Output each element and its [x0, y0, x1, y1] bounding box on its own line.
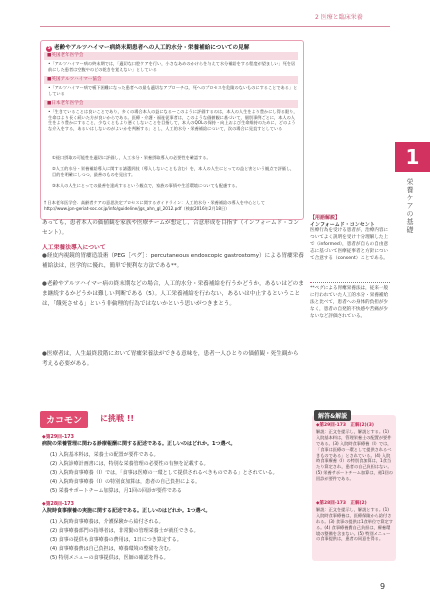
- section-label: ■英国アルツハイマー協会: [44, 76, 298, 84]
- question-text: 病院の栄養管理に関わる診療報酬に関する記述である。正しいのはどれか。1つ選べ。: [42, 441, 236, 447]
- bullet-icon: ●: [42, 351, 47, 357]
- question-option: (4) 食事療養費は自己負担は，療養環境の整備を含む。: [50, 546, 174, 552]
- topic-title: [46, 43, 301, 52]
- question-option: (2) 入院診療計画書には，特別な栄養管理の必要性の有無を記載する。: [50, 461, 209, 467]
- header-rule: [40, 26, 390, 27]
- bullet-icon: ●: [42, 281, 47, 287]
- question-option: (5) 栄養サポートチーム加算は，月1回の回診が要件である: [50, 488, 182, 494]
- bullet-icon: ●: [42, 253, 47, 259]
- question-head: ◆第29回-173: [42, 435, 74, 440]
- answer-text: 解説：正文を提示し，解説とする。(1) 入院基本料は，管理栄養士の配置が要件である。(3) 入院時食事療養（Ⅰ）では，「食事は医療の一環として提供されるべきものである」とされている。(4) 入院時食事療養（Ⅰ）の特別食加算は，1食当たり算定され，患者の自己負担はない。(5) 栄養サポートチーム加算は，週1回の回診が要件である。: [316, 429, 393, 481]
- answer-head: ◆第28回-173 正解(2): [316, 501, 367, 506]
- glossary-label: 【用語解説】: [310, 215, 341, 221]
- section-text: •「アルツハイマー病で嚥下困難になった患者への最も適切なアプローチは，死へのプロセスを危険のないものにすることである」としている: [48, 85, 298, 96]
- question-option: (3) 入院時食事療養（Ⅰ）では，「食事は医療の一環として提供されるべきものである」とされている。: [50, 470, 278, 476]
- glossary-term: インフォームド・コンセント: [310, 222, 375, 228]
- answer-text: 解説：正文を提示し，解説とする。(1) 入院時食事療養は，医療保険から給付される。(3) 食事の提供は1食単位で算定する。(4) 食事療養費自己負担は，療養環境の整備を含まない。(5) 特別メニューの食事提供は，患者の同意を得る。: [316, 507, 393, 542]
- chapter-title: 栄養ケアの基礎: [406, 178, 414, 234]
- criteria-item: ①経口摂取の可能性を適切に評価し，人工水分・栄養摂取導入の必要性を確認する。: [52, 155, 211, 160]
- bullet-paragraph: [42, 350, 304, 370]
- question-option: (1) 入院基本料は，栄養士の配置が要件である。: [50, 452, 159, 458]
- bullet-paragraph: [42, 252, 304, 272]
- glossary-note: **ペグによる胃瘻栄養法は，従来一般に行われていた人工的水分・栄養補給法と比べて，患者への身体的負担が少なく，患者の自発的不快感や苦痛が少ないなど評価されている。: [310, 286, 389, 319]
- chapter-tab: 1: [395, 142, 430, 172]
- bullet-text: 老齢やアルツハイマー病の終末期などの場合，人工的水分・栄養補給を行うかどうか，あるいはどのまま継続するかどうかは難しい判断である（5）。人工栄養補給を行わない，あるいは中止するということは，「餓死させる」という非倫理的行為ではないかという思いがつきまとう。: [42, 281, 304, 307]
- criteria-item: ②人工的水分・栄養補給導入に関する諸選択肢（導入しないことも含む）を，本人の人生にとっての益と害という観点で評価し，目的を明確にしつつ，最善のものを見出す。: [52, 166, 295, 177]
- question-head: ◆第28回-173: [42, 502, 74, 507]
- section-text: •「生きていることは良いことであり，多くの場合本人の益になる—このように評価するのは，本人の人生をより豊かにし得る限り，生命はより長く続いた方が良いからである。医療・介護・福祉従事者は，このような価値観に基づいて，個別事例ごとに，本人の人生をより豊かにすること，少なくともより悪くしないことを目指して，本人のQOLの保持・向上および生命維持のために，どのような介入をする，あるいはしないのがよいかを判断する」とし，人工的水分・栄養補給について，次の場合に見直すとしている: [48, 109, 298, 132]
- topic-title-text: 老齢やアルツハイマー病終末期患者への人工的水分・栄養補給についての見解: [54, 45, 250, 51]
- topic-badge: 5: [47, 45, 51, 51]
- sub-heading: 人工栄養法導入について: [42, 245, 106, 251]
- bullet-text: 経皮内視鏡的胃瘻造設術（PEG［ペグ］：percutaneous endoscopic gastrostomy）による胃瘻栄養補給法は，医学的に優れ，簡単で便利な方法である**。: [42, 253, 304, 269]
- footnote: † 日本老年医学会．高齢者ケアの意思決定プロセスに関するガイドライン：人工的水分・栄養補給の導入を中心として http://www.jpn-geriat-soc.or.jp/info/guideline/jgs_ahn_gl_2012.pdf（検索2016年2月18日）: [44, 200, 265, 211]
- glossary: [310, 214, 392, 262]
- section-text: •「アルツハイマー病の終末期では，「適切な口腔ケアを行い，小さなあめのかけらを与えて水分補給をする程度が望ましい」死を居前にした患者は空腹やのどの乾きを覚えない」としている: [48, 61, 296, 72]
- body-paragraph: あっても，患者本人の価値観を家族や医療チームが想定し，合意形成を目指す（インフォームド・コンセント）。: [42, 220, 299, 236]
- question-option: (5) 特別メニューの食事提供は，医師の確認を得る。: [50, 555, 169, 561]
- section-label: ■日本老年医学会: [44, 100, 298, 108]
- question-text: 入院時食事療養の実施に関する記述である。正しいのはどれか。1つ選べ。: [42, 508, 211, 514]
- kakomon-challenge: に挑戦 !!: [100, 414, 135, 423]
- bullet-text: 医療者は，人生最終段階において胃瘻栄養法ができる意味を，患者一人ひとりの価値観・死生観から考える必要がある。: [42, 351, 299, 367]
- criteria-item: ③本人の人生にとっての最善を達成するという観点で，家族の事情や生活環境についても配慮する。: [52, 183, 240, 188]
- question-option: (2) 食事療養部門の指導者は，非常勤の管理栄養士が就任できる。: [50, 528, 199, 534]
- answer-head: ◆第29回-173 正解(2)(3): [316, 423, 374, 428]
- glossary-divider: [310, 282, 390, 283]
- section-label: ■英国老年医学会: [44, 52, 298, 60]
- kakomon-logo: カコモン: [40, 411, 88, 428]
- answer-title: 解答&解説: [314, 410, 351, 421]
- page-number: 9: [380, 582, 386, 591]
- question-option: (4) 入院時食事療養（Ⅰ）の特別食加算は，患者の自己負担による。: [50, 479, 201, 485]
- bullet-paragraph: [42, 280, 304, 309]
- question-option: (1) 入院時食事療養は，介護保険から給付される。: [50, 519, 164, 525]
- question-option: (3) 食事の提供も食事療養の費用は，1日につき算定する。: [50, 537, 182, 543]
- chapter-header: 2 医療と臨床栄養: [315, 14, 363, 21]
- glossary-definition: 医療行為を受ける患者が，治療内容についてよく説明を受け十分理解した上で（informed），患者が自らの自由意志に基づいて医療従事者と方針について合意する（consent）ことである。: [310, 228, 389, 261]
